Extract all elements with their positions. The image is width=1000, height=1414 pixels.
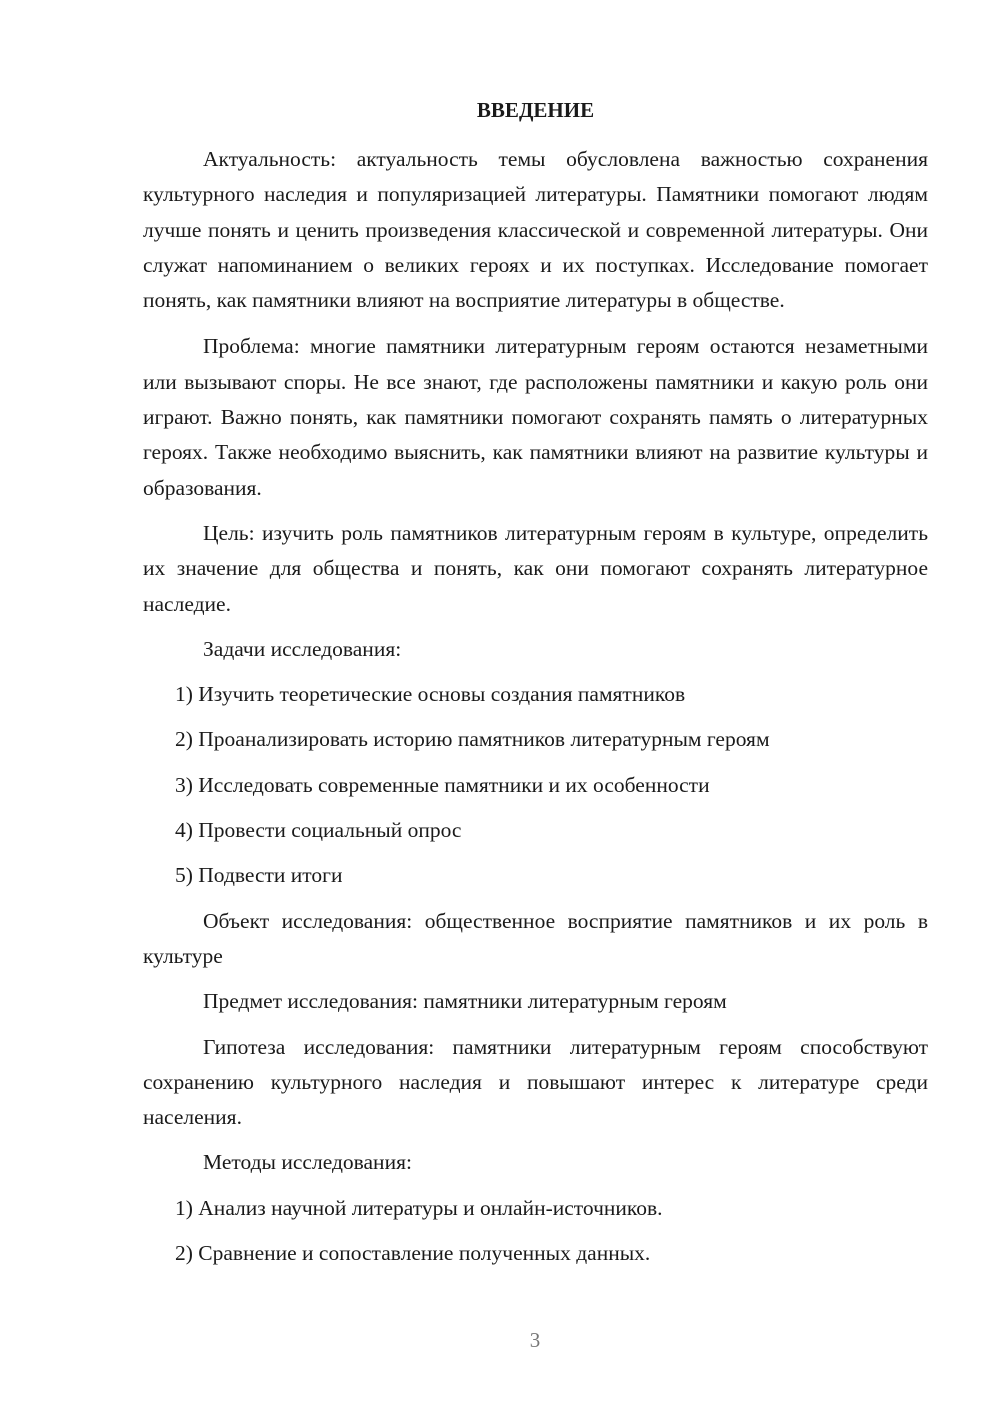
task-item-5: 5) Подвести итоги xyxy=(175,863,343,888)
object-paragraph: Объект исследования: общественное восприятие памятников и их роль в культуре xyxy=(143,908,928,968)
tasks-heading: Задачи исследования: xyxy=(203,636,402,661)
tasks-list xyxy=(143,677,928,893)
goal-paragraph: Цель: изучить роль памятников литературным героям в культуре, определить их значение для общества и понять, как они помогают сохранять литературное наследие. xyxy=(143,520,928,616)
actuality-paragraph: Актуальность: актуальность темы обусловлена важностью сохранения культурного наследия и популяризацией литературы. Памятники помогают людям лучше понять и ценить произведения классической и современной литературы. Они служат напоминанием о великих героях и их поступках. Исследование помогает понять, как памятники влияют на восприятие литературы в обществе. xyxy=(143,147,928,313)
methods-list xyxy=(143,1191,928,1272)
method-item-1: 1) Анализ научной литературы и онлайн-источников. xyxy=(175,1195,663,1220)
problem-paragraph: Проблема: многие памятники литературным героям остаются незаметными или вызывают споры. Не все знают, где расположены памятники и какую роль они играют. Важно понять, как памятники помогают сохранять память о литературных героях. Также необходимо выяснить, как памятники влияют на развитие культуры и образования. xyxy=(143,334,928,500)
method-item-2: 2) Сравнение и сопоставление полученных данных. xyxy=(175,1241,651,1266)
methods-heading: Методы исследования: xyxy=(203,1150,412,1175)
subject-paragraph: Предмет исследования: памятники литературным героям xyxy=(203,989,727,1014)
page-number: 3 xyxy=(529,1328,541,1352)
document-page xyxy=(143,95,928,1281)
task-item-2: 2) Проанализировать историю памятников литературным героям xyxy=(175,727,770,752)
page-title: ВВЕДЕНИЕ xyxy=(476,98,595,122)
hypothesis-paragraph: Гипотеза исследования: памятники литературным героям способствуют сохранению культурного наследия и повышают интерес к литературе среди населения. xyxy=(143,1034,928,1130)
task-item-3: 3) Исследовать современные памятники и их особенности xyxy=(175,772,710,797)
task-item-1: 1) Изучить теоретические основы создания памятников xyxy=(175,682,686,707)
task-item-4: 4) Провести социальный опрос xyxy=(175,818,462,843)
